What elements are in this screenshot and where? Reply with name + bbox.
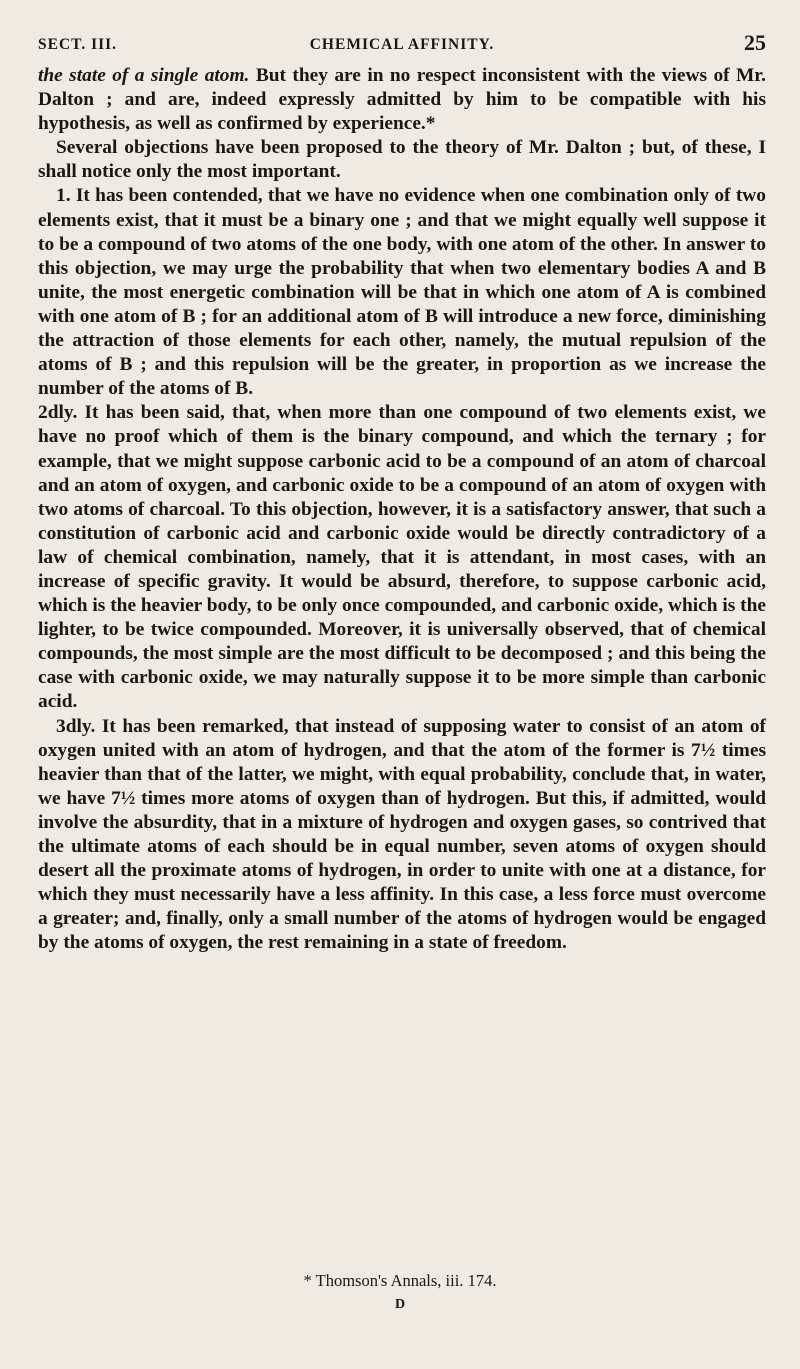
page-number: 25 — [744, 30, 766, 55]
paragraph-continuation: the state of a single atom. But they are in no respect inconsistent with the views of Mr. Dalton ; and are, indeed expressly admitted by him to be compatible with his hypothesis, as well as confirmed by experience.* — [38, 65, 766, 135]
footnote: * Thomson's Annals, iii. 174. — [303, 1271, 497, 1290]
running-title: CHEMICAL AFFINITY. — [309, 36, 495, 53]
signature-mark: D — [394, 1297, 406, 1312]
section-label: SECT. III. — [38, 36, 118, 53]
running-header — [38, 28, 766, 58]
paragraph-objection-2: 2dly. It has been said, that, when more than one compound of two elements exist, we have no proof which of them is the binary compound, and which the ternary ; for example, that we might suppose carbonic acid to be a compound of an atom of charcoal and an atom of oxygen, and carbonic oxide to be a compound of an atom of oxygen with two atoms of charcoal. To this objection, however, it is a satisfactory answer, that such a constitution of carbonic acid and carbonic oxide would be directly contradictory of a law of chemical combination, namely, that it is attendant, in most cases, with an increase of specific gravity. It would be absurd, therefore, to suppose carbonic acid, which is the heavier body, to be only once compounded, and carbonic oxide, which is the lighter, to be twice compounded. Moreover, it is universally observed, that of chemical compounds, the most simple are the most difficult to be decomposed ; and this being the case with carbonic oxide, we may naturally suppose it to be more simple than carbonic acid. — [38, 402, 766, 713]
italic-lead: the state of a single atom. — [38, 65, 250, 86]
paragraph-objection-1: 1. It has been contended, that we have no evidence when one combination only of two elements exist, that it must be a binary one ; and that we might equally well suppose it to be a compound of two atoms of the one body, with one atom of the other. In answer to this objection, we may urge the probability that when two elementary bodies A and B unite, the most energetic combination will be that in which one atom of A is combined with one atom of B ; for an additional atom of B will introduce a new force, diminishing the attraction of those elements for each other, namely, the mutual repulsion of the atoms of B ; and this repulsion will be the greater, in proportion as we increase the number of the atoms of B. — [38, 185, 766, 400]
body-text — [38, 64, 766, 955]
paragraph-objections-intro: Several objections have been proposed to the theory of Mr. Dalton ; but, of these, I shall notice only the most important. — [38, 137, 766, 183]
paragraph-objection-3: 3dly. It has been remarked, that instead of supposing water to consist of an atom of oxygen united with an atom of hydrogen, and that the atom of the former is 7½ times heavier than that of the latter, we might, with equal probability, conclude that, in water, we have 7½ times more atoms of oxygen than of hydrogen. But this, if admitted, would involve the absurdity, that in a mixture of hydrogen and oxygen gases, so contrived that the ultimate atoms of each should be in equal number, seven atoms of oxygen should desert all the proximate atoms of hydrogen, in order to unite with one at a distance, for which they must necessarily have a less affinity. In this case, a less force must overcome a greater; and, finally, only a small number of the atoms of hydrogen would be engaged by the atoms of oxygen, the rest remaining in a state of freedom. — [38, 715, 766, 954]
